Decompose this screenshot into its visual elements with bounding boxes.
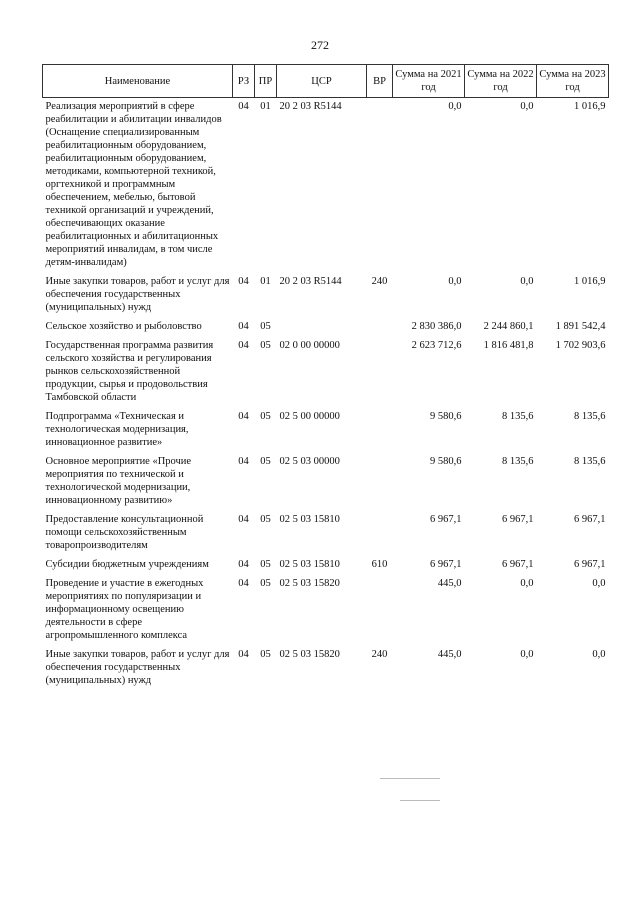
row-name: Иные закупки товаров, работ и услуг для обеспечения государственных (муниципальных) нужд	[45, 276, 230, 313]
row-pr: 05	[260, 321, 271, 332]
row-csr: 02 5 00 00000	[279, 411, 340, 422]
row-rz: 04	[238, 276, 249, 287]
row-sum-2023: 8 135,6	[574, 456, 606, 467]
row-rz: 04	[238, 411, 249, 422]
row-rz: 04	[238, 649, 249, 660]
row-sum-2021: 6 967,1	[430, 559, 462, 570]
table-row	[43, 646, 609, 691]
row-csr: 20 2 03 R5144	[279, 276, 342, 287]
row-sum-2021: 0,0	[448, 276, 462, 287]
row-vr	[367, 408, 393, 453]
row-pr: 05	[260, 456, 271, 467]
row-sum-2021: 2 623 712,6	[411, 340, 462, 351]
header-sum-2021: Сумма на 2021 год	[393, 65, 465, 98]
row-sum-2022: 0,0	[520, 101, 534, 112]
row-sum-2021: 0,0	[448, 101, 462, 112]
header-pr: ПР	[255, 65, 277, 98]
header-name: Наименование	[43, 65, 233, 98]
row-csr: 02 5 03 15820	[279, 578, 340, 589]
row-name: Предоставление консультационной помощи сельскохозяйственным товаропроизводителям	[45, 514, 204, 551]
row-name: Подпрограмма «Техническая и технологическая модернизация, инновационное развитие»	[45, 411, 189, 448]
header-sum-2022: Сумма на 2022 год	[465, 65, 537, 98]
row-sum-2021: 2 830 386,0	[411, 321, 462, 332]
scan-artifact	[380, 778, 440, 779]
row-sum-2022: 2 244 860,1	[483, 321, 534, 332]
table-row	[43, 98, 609, 274]
row-rz: 04	[238, 101, 249, 112]
row-name: Государственная программа развития сельского хозяйства и регулирования рынков сельскохозяйственной продукции, сырья и продовольствия Тамбовской области	[45, 340, 214, 403]
row-pr: 05	[260, 340, 271, 351]
row-sum-2022: 0,0	[520, 276, 534, 287]
row-rz: 04	[238, 340, 249, 351]
row-name: Субсидии бюджетным учреждениям	[45, 559, 209, 570]
row-sum-2023: 1 016,9	[574, 101, 606, 112]
row-sum-2023: 0,0	[592, 578, 606, 589]
row-sum-2022: 1 816 481,8	[483, 340, 534, 351]
row-sum-2022: 0,0	[520, 578, 534, 589]
row-rz: 04	[238, 514, 249, 525]
row-vr	[367, 511, 393, 556]
row-pr: 05	[260, 411, 271, 422]
row-csr: 20 2 03 R5144	[279, 101, 342, 112]
row-name: Сельское хозяйство и рыболовство	[45, 321, 202, 332]
page-number: 272	[311, 38, 329, 52]
row-rz: 04	[238, 456, 249, 467]
row-vr	[367, 453, 393, 511]
row-sum-2021: 9 580,6	[430, 411, 462, 422]
row-sum-2023: 1 016,9	[574, 276, 606, 287]
row-pr: 05	[260, 578, 271, 589]
header-csr: ЦСР	[277, 65, 367, 98]
table-row	[43, 273, 609, 318]
row-sum-2021: 445,0	[437, 649, 462, 660]
row-csr	[277, 318, 367, 337]
row-vr: 240	[371, 649, 388, 660]
row-sum-2021: 445,0	[437, 578, 462, 589]
row-sum-2022: 8 135,6	[502, 456, 534, 467]
row-vr	[367, 337, 393, 408]
row-name: Проведение и участие в ежегодных мероприятиях по популяризации и информационному освещению деятельности в сфере агропромышленного комплекса	[45, 578, 204, 641]
row-pr: 01	[260, 276, 271, 287]
scan-artifact	[400, 800, 440, 801]
row-sum-2023: 0,0	[592, 649, 606, 660]
row-pr: 05	[260, 514, 271, 525]
header-rz: РЗ	[233, 65, 255, 98]
row-sum-2022: 8 135,6	[502, 411, 534, 422]
table-row	[43, 556, 609, 575]
table-body	[43, 98, 609, 692]
row-pr: 05	[260, 649, 271, 660]
row-sum-2023: 6 967,1	[574, 559, 606, 570]
row-sum-2023: 1 702 903,6	[555, 340, 606, 351]
row-vr	[367, 98, 393, 274]
row-vr: 240	[371, 276, 388, 287]
row-sum-2023: 8 135,6	[574, 411, 606, 422]
row-name: Основное мероприятие «Прочие мероприятия по технической и технологической модернизации, инновационному развитию»	[45, 456, 192, 506]
row-name: Реализация мероприятий в сфере реабилитации и абилитации инвалидов (Оснащение специализированным реабилитационным оборудованием, реабилитационным оборудованием, методиками, компьютерной техникой, оргтехникой и программным обеспечением, мебелью, бытовой техникой организаций и учреждений, обеспечивающих оказание реабилитационных и абилитационных мероприятий инвалидам, в том числе детям-инвалидам)	[45, 101, 222, 268]
row-rz: 04	[238, 559, 249, 570]
row-pr: 05	[260, 559, 271, 570]
row-sum-2023: 6 967,1	[574, 514, 606, 525]
budget-table	[42, 64, 609, 691]
row-sum-2022: 0,0	[520, 649, 534, 660]
row-sum-2022: 6 967,1	[502, 514, 534, 525]
row-sum-2022: 6 967,1	[502, 559, 534, 570]
table-row	[43, 575, 609, 646]
header-vr: ВР	[367, 65, 393, 98]
table-row	[43, 511, 609, 556]
row-pr: 01	[260, 101, 271, 112]
row-csr: 02 5 03 00000	[279, 456, 340, 467]
row-vr	[367, 575, 393, 646]
row-name: Иные закупки товаров, работ и услуг для обеспечения государственных (муниципальных) нужд	[45, 649, 230, 686]
row-csr: 02 5 03 15810	[279, 514, 340, 525]
row-sum-2023: 1 891 542,4	[555, 321, 606, 332]
row-csr: 02 5 03 15820	[279, 649, 340, 660]
row-csr: 02 0 00 00000	[279, 340, 340, 351]
row-sum-2021: 9 580,6	[430, 456, 462, 467]
table-row	[43, 453, 609, 511]
row-rz: 04	[238, 321, 249, 332]
row-vr	[367, 318, 393, 337]
header-sum-2023: Сумма на 2023 год	[537, 65, 609, 98]
row-rz: 04	[238, 578, 249, 589]
table-row	[43, 408, 609, 453]
table-row	[43, 337, 609, 408]
table-row	[43, 318, 609, 337]
table-header	[43, 65, 609, 98]
row-csr: 02 5 03 15810	[279, 559, 340, 570]
row-vr: 610	[371, 559, 388, 570]
row-sum-2021: 6 967,1	[430, 514, 462, 525]
